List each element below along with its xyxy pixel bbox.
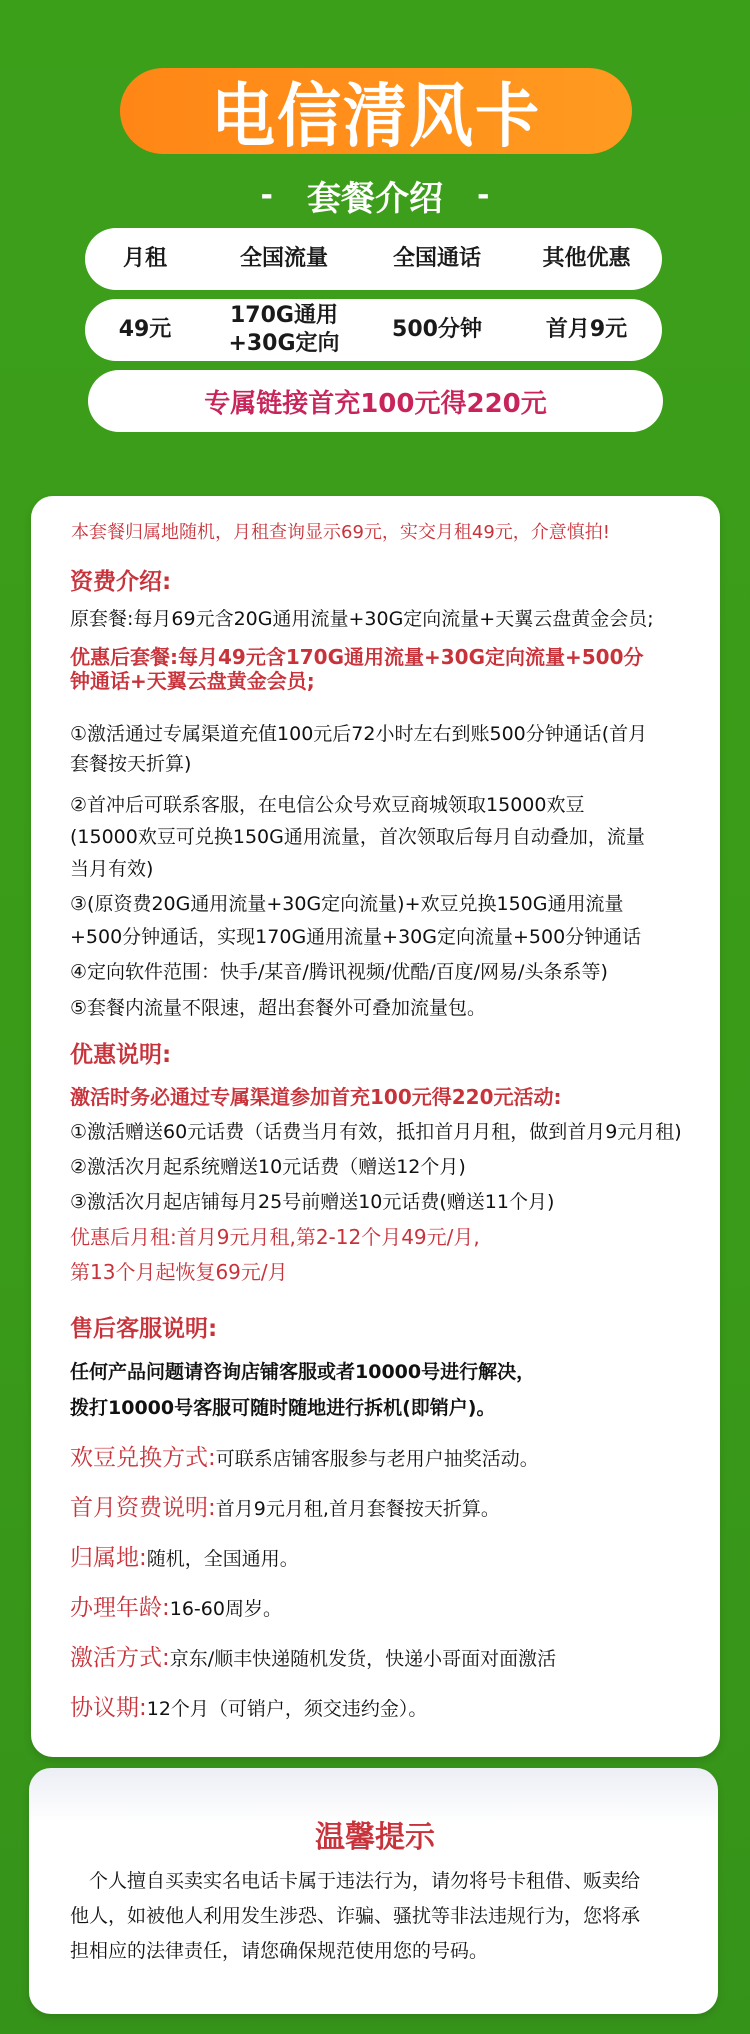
discounted-plan-line2: 钟通话+天翼云盘黄金会员; [70, 669, 315, 693]
fact-value: 京东/顺丰快递随机发货，快递小哥面对面激活 [169, 1648, 557, 1670]
tips-line-3: 担相应的法律责任，请您确保规范使用您的号码。 [70, 1940, 489, 1962]
fact-label: 归属地: [70, 1545, 147, 1571]
after-sales-line1: 任何产品问题请咨询店铺客服或者10000号进行解决， [70, 1361, 536, 1383]
fee-item-1-line1: ①激活通过专属渠道充值100元后72小时左右到账500分钟通话(首月 [70, 723, 648, 745]
notice-text: 本套餐归属地随机，月租查询显示69元，实交月租49元，介意慎拍! [71, 522, 611, 543]
fact-value: 12个月（可销户，须交违约金）。 [146, 1698, 428, 1720]
after-sales-heading: 售后客服说明: [70, 1316, 218, 1342]
after-discount-line2: 第13个月起恢复69元/月 [70, 1260, 288, 1284]
fee-intro-heading: 资费介绍: [70, 569, 172, 595]
original-plan-text: 原套餐:每月69元含20G通用流量+30G定向流量+天翼云盘黄金会员; [70, 608, 654, 630]
after-sales-line2: 拨打10000号客服可随时随地进行拆机(即销户)。 [70, 1397, 496, 1419]
header-national-calls: 全国通话 [392, 246, 481, 271]
discount-info-heading: 优惠说明: [70, 1042, 172, 1068]
value-data-general: 170G通用 [230, 303, 338, 328]
discount-item-1: ①激活赠送60元话费（话费当月有效，抵扣首月月租，做到首月9元月租) [70, 1121, 682, 1143]
fact-bean-exchange [70, 1446, 539, 1471]
fee-item-3-line2: +500分钟通话，实现170G通用流量+30G定向流量+500分钟通话 [70, 926, 642, 948]
fact-activation [70, 1646, 556, 1671]
header-national-data: 全国流量 [239, 246, 328, 271]
fee-item-4: ④定向软件范围：快手/某音/腾讯视频/优酷/百度/网易/头条系等) [70, 961, 608, 983]
page-title: 电信清风卡 [211, 77, 541, 158]
fact-home-location [70, 1546, 299, 1571]
discount-item-2: ②激活次月起系统赠送10元话费（赠送12个月) [70, 1156, 466, 1178]
fact-first-month-fee [70, 1496, 500, 1521]
fact-label: 协议期: [70, 1695, 147, 1721]
fee-item-1-line2: 套餐按天折算) [70, 753, 192, 775]
discount-requirement: 激活时务必通过专属渠道参加首充100元得220元活动: [70, 1085, 562, 1109]
fact-value: 16-60周岁。 [169, 1598, 282, 1620]
value-national-data [205, 302, 363, 358]
subtitle-text: 套餐介绍 [307, 178, 443, 219]
fee-item-2-line1: ②首冲后可联系客服，在电信公众号欢豆商城领取15000欢豆 [70, 794, 585, 816]
discount-item-3: ③激活次月起店铺每月25号前赠送10元话费(赠送11个月) [70, 1191, 555, 1213]
discounted-plan-line1: 优惠后套餐:每月49元含170G通用流量+30G定向流量+500分 [70, 645, 644, 669]
title-banner [120, 68, 632, 158]
tips-title: 温馨提示 [315, 1820, 435, 1855]
value-national-calls: 500分钟 [392, 317, 482, 342]
header-other-offers: 其他优惠 [542, 246, 631, 271]
fee-item-2-line3: 当月有效) [70, 858, 154, 880]
value-data-directed: +30G定向 [228, 331, 340, 356]
after-discount-line1: 优惠后月租:首月9元月租,第2-12个月49元/月, [70, 1225, 480, 1249]
fact-value: 随机，全国通用。 [146, 1548, 299, 1570]
fact-age [70, 1596, 282, 1621]
section-subtitle [0, 170, 750, 220]
promo-text: 专属链接首充100元得220元 [204, 388, 547, 419]
fee-item-2-line2: (15000欢豆可兑换150G通用流量，首次领取后每月自动叠加，流量 [70, 826, 645, 848]
fact-label: 首月资费说明: [70, 1495, 216, 1521]
fact-value: 首月9元月租,首月套餐按天折算。 [215, 1498, 500, 1520]
fact-agreement-period [70, 1696, 427, 1721]
fact-label: 欢豆兑换方式: [70, 1445, 216, 1471]
fee-item-5: ⑤套餐内流量不限速，超出套餐外可叠加流量包。 [70, 997, 487, 1019]
tips-line-2: 他人，如被他人利用发生涉恐、诈骗、骚扰等非法违规行为，您将承 [70, 1905, 641, 1927]
header-monthly-fee: 月租 [122, 246, 167, 271]
value-monthly-fee: 49元 [118, 317, 172, 342]
subtitle-dash-right: - [477, 177, 490, 213]
tips-line-1: 个人擅自买卖实名电话卡属于违法行为，请勿将号卡租借、贩卖给 [70, 1870, 641, 1892]
fact-label: 办理年龄: [70, 1595, 170, 1621]
promo-banner [88, 370, 663, 432]
plan-table-header-row [85, 228, 662, 290]
fact-value: 可联系店铺客服参与老用户抽奖活动。 [215, 1448, 539, 1470]
fee-item-3-line1: ③(原资费20G通用流量+30G定向流量)+欢豆兑换150G通用流量 [70, 893, 624, 915]
plan-table-value-row [85, 299, 662, 361]
subtitle-dash-left: - [260, 177, 273, 213]
fact-label: 激活方式: [70, 1645, 170, 1671]
value-other-offers: 首月9元 [545, 317, 628, 342]
